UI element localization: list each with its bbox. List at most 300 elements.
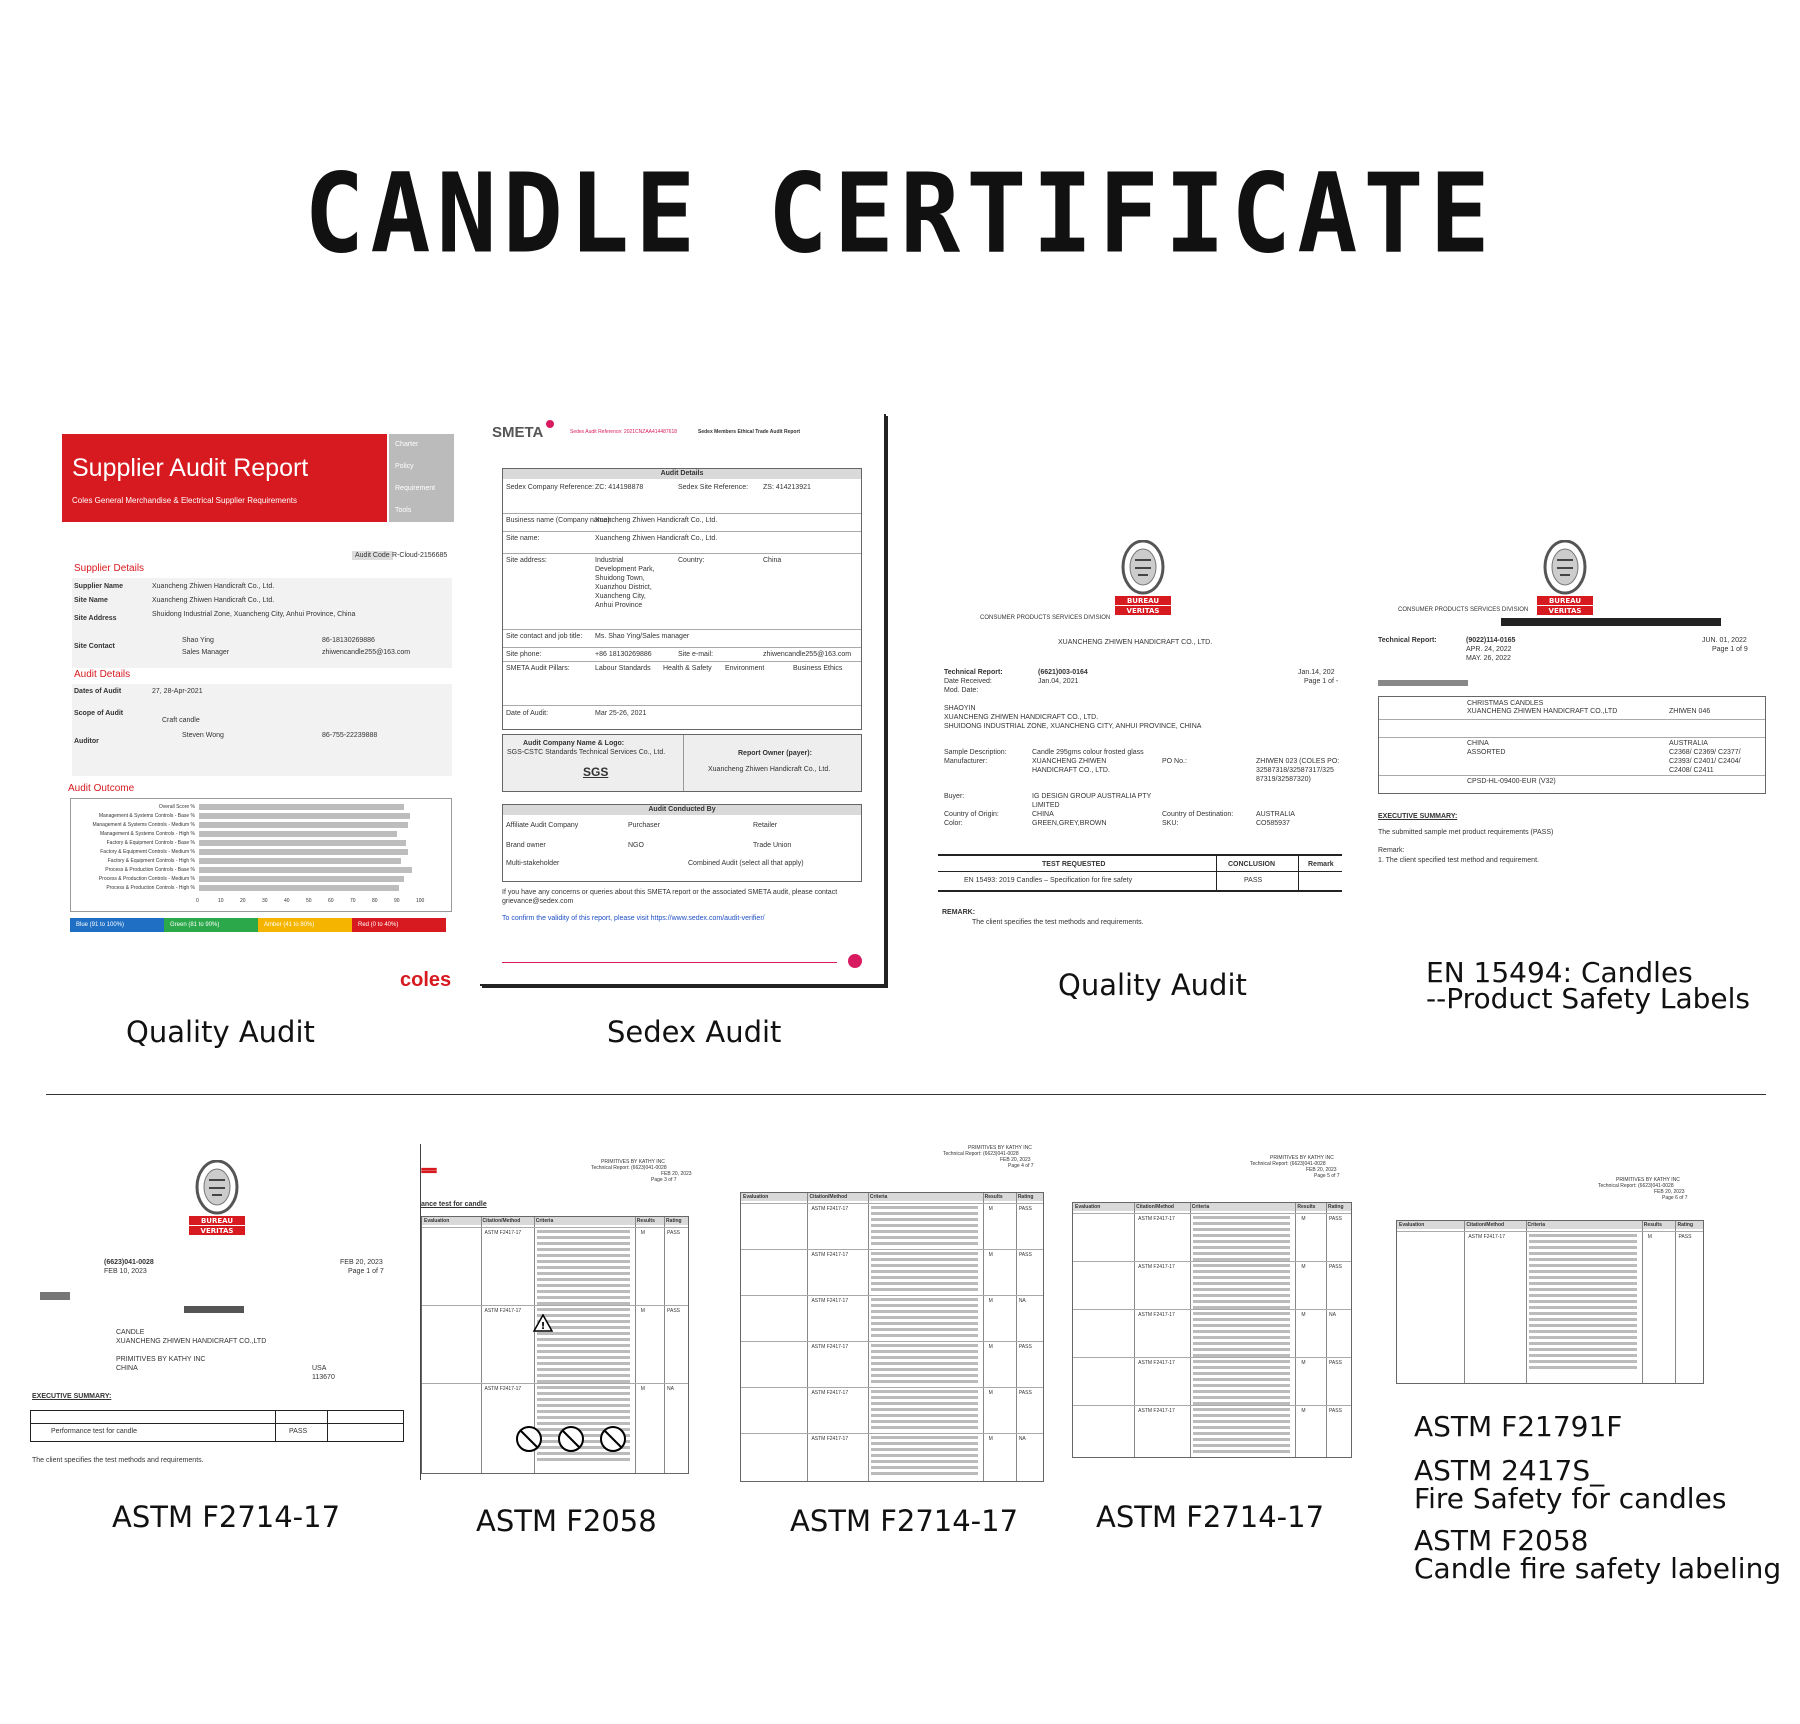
column-header: Citation/Method: [809, 1194, 848, 1200]
criteria-text-line: [871, 1328, 978, 1331]
criteria-text-line: [1193, 1432, 1291, 1435]
criteria-text-line: [1193, 1336, 1291, 1339]
result-cell: M: [1301, 1408, 1306, 1414]
sedex-footer-2: To confirm the validity of this report, please visit https://www.sedex.com/audit-verifier/: [502, 915, 765, 922]
outcome-bar: [199, 804, 404, 810]
section-divider: [46, 1094, 1766, 1095]
result-cell: M: [640, 1230, 645, 1236]
column-header: Evaluation: [1075, 1204, 1101, 1210]
criteria-text-line: [871, 1212, 978, 1215]
criteria-text-line: [1193, 1342, 1291, 1345]
table-row: [1073, 1261, 1351, 1262]
p5-date: FEB 20, 2023: [1306, 1167, 1337, 1173]
bv-mod-label: Mod. Date:: [944, 687, 979, 694]
result-cell: M: [988, 1390, 993, 1396]
criteria-text-line: [871, 1442, 978, 1445]
caption-fire-safety-labeling: Candle fire safety labeling: [1414, 1552, 1782, 1585]
rating-cell: PASS: [1018, 1252, 1032, 1258]
criteria-text-line: [537, 1368, 630, 1371]
owner: Xuancheng Zhiwen Handicraft Co., Ltd.: [708, 766, 831, 773]
citation-cell: ASTM F2417-17: [1138, 1312, 1175, 1318]
bv-conclusion-header: CONCLUSION: [1228, 861, 1276, 868]
bv-color-label: Color:: [944, 820, 963, 827]
criteria-text-line: [871, 1402, 978, 1405]
criteria-text-line: [871, 1258, 978, 1261]
p6-page: Page 6 of 7: [1662, 1195, 1688, 1201]
astm1-sku: 113670: [312, 1374, 335, 1381]
column-rule: [1190, 1203, 1191, 1457]
table-row: [422, 1383, 688, 1384]
p4-table: [740, 1192, 1044, 1482]
criteria-text-line: [1193, 1312, 1291, 1315]
svg-text:VERITAS: VERITAS: [1126, 607, 1160, 615]
criteria-text-line: [871, 1298, 978, 1301]
bv-remark-text: The client specifies the test methods and requirements.: [972, 919, 1144, 926]
criteria-text-line: [1529, 1366, 1637, 1369]
astm1-date: FEB 20, 2023: [340, 1259, 383, 1266]
criteria-text-line: [871, 1420, 978, 1423]
svg-text:BUREAU: BUREAU: [200, 1217, 234, 1225]
criteria-text-line: [871, 1350, 978, 1353]
criteria-text-line: [871, 1448, 978, 1451]
citation-cell: ASTM F2417-17: [1138, 1360, 1175, 1366]
bv-company: XUANCHENG ZHIWEN HANDICRAFT CO., LTD.: [1058, 639, 1213, 646]
criteria-text-line: [1193, 1324, 1291, 1327]
sedex-audit-report: [480, 414, 886, 986]
result-cell: M: [988, 1298, 993, 1304]
criteria-text-line: [1193, 1420, 1291, 1423]
audit-outcome-heading: Audit Outcome: [68, 783, 135, 794]
column-rule: [635, 1217, 636, 1473]
column-rule: [1326, 1203, 1327, 1457]
bv-report-no: (6621)003-0164: [1038, 669, 1088, 676]
outcome-axis-tick: 80: [372, 898, 378, 904]
result-cell: M: [988, 1252, 993, 1258]
pillar-environment: Environment: [725, 665, 765, 672]
criteria-text-line: [1193, 1216, 1291, 1219]
bv-sample: Candle 295gms colour frosted glass: [1032, 749, 1144, 756]
result-cell: M: [1301, 1264, 1306, 1270]
criteria-text-line: [1193, 1396, 1291, 1399]
sedex-report-title: Sedex Members Ethical Trade Audit Report: [698, 429, 801, 435]
bv2-page: Page 1 of 9: [1712, 646, 1748, 653]
column-rule: [1464, 1221, 1465, 1383]
company-ref: ZC: 414198878: [595, 484, 644, 491]
criteria-text-line: [537, 1410, 630, 1413]
bv2-po: ZHIWEN 046: [1669, 708, 1711, 715]
criteria-text-line: [537, 1350, 630, 1353]
citation-cell: ASTM F2417-17: [1138, 1216, 1175, 1222]
citation-cell: ASTM F2417-17: [811, 1298, 849, 1304]
contact-email: zhiwencandle255@163.com: [322, 649, 411, 656]
business-name: Xuancheng Zhiwen Handicraft Co., Ltd.: [595, 517, 718, 524]
coles-tab-policy: Policy: [395, 463, 414, 470]
outcome-bar: [199, 858, 401, 864]
pillar-labour: Labour Standards: [595, 665, 651, 672]
column-header: Rating: [666, 1218, 682, 1224]
criteria-text-line: [1193, 1318, 1291, 1321]
column-rule: [1526, 1221, 1527, 1383]
supplier-details-heading: Supplier Details: [74, 563, 145, 574]
p4-page: Page 4 of 7: [1008, 1163, 1034, 1169]
criteria-text-line: [871, 1224, 978, 1227]
p5-page: Page 5 of 7: [1314, 1173, 1340, 1179]
business-name-label: Business name (Company name):: [506, 517, 612, 524]
site-address-label: Site address:: [506, 557, 547, 564]
bv2-modify: MAY. 26, 2022: [1466, 655, 1511, 662]
pillars-label: SMETA Audit Pillars:: [506, 665, 570, 672]
bv-division: CONSUMER PRODUCTS SERVICES DIVISION: [980, 615, 1111, 621]
legend-red: Red (0 to 40%): [352, 918, 446, 932]
criteria-text-line: [537, 1260, 630, 1263]
result-cell: M: [1301, 1360, 1306, 1366]
caption-en15494-line1: EN 15494: Candles: [1426, 956, 1693, 989]
rating-cell: NA: [1018, 1436, 1026, 1442]
bv-addr3: SHUIDONG INDUSTRIAL ZONE, XUANCHENG CITY, ANHUI PROVINCE, CHINA: [944, 723, 1202, 730]
country: China: [763, 557, 782, 564]
caption-fire-safety: Fire Safety for candles: [1414, 1482, 1727, 1515]
column-header: Criteria: [1527, 1222, 1546, 1228]
dates: 27, 28-Apr-2021: [152, 688, 203, 695]
p5-client: PRIMITIVES BY KATHY INC: [1270, 1155, 1334, 1161]
caption-sedex-audit: Sedex Audit: [607, 1015, 782, 1049]
criteria-text-line: [1529, 1264, 1637, 1267]
astm-f2058-page: [420, 1144, 721, 1480]
company-ref-label: Sedex Company Reference:: [506, 484, 594, 491]
criteria-text-line: [537, 1272, 630, 1275]
p5-table: [1072, 1202, 1352, 1458]
f2058-date: FEB 20, 2023: [661, 1171, 692, 1177]
rating-cell: PASS: [667, 1308, 681, 1314]
criteria-text-line: [537, 1242, 630, 1245]
bv-quality-report: [938, 540, 1346, 940]
criteria-text-line: [871, 1426, 978, 1429]
citation-cell: ASTM F2417-17: [484, 1386, 522, 1392]
criteria-text-line: [1529, 1240, 1637, 1243]
criteria-text-line: [871, 1310, 978, 1313]
column-header: Citation/Method: [1466, 1222, 1505, 1228]
conducted-by-header: Audit Conducted By: [503, 805, 861, 815]
criteria-text-line: [537, 1236, 630, 1239]
column-rule: [1675, 1221, 1676, 1383]
criteria-text-line: [871, 1368, 978, 1371]
bv-manufacturer-label: Manufacturer:: [944, 758, 988, 765]
rating-cell: PASS: [1328, 1264, 1342, 1270]
criteria-text-line: [1529, 1246, 1637, 1249]
outcome-axis-tick: 0: [196, 898, 199, 904]
criteria-text-line: [871, 1282, 978, 1285]
caption-astm-f2714-1: ASTM F2714-17: [112, 1500, 341, 1534]
outcome-bar: [199, 849, 408, 855]
supplier-name: Xuancheng Zhiwen Handicraft Co., Ltd.: [152, 583, 275, 590]
bureau-veritas-logo: [1114, 540, 1172, 624]
criteria-text-line: [1193, 1270, 1291, 1273]
criteria-text-line: [537, 1248, 630, 1251]
outcome-row-label: Factory & Equipment Controls - Base %: [106, 840, 195, 846]
astm1-sample: CANDLE: [116, 1329, 145, 1336]
criteria-text-line: [1529, 1276, 1637, 1279]
bv-addr2: XUANCHENG ZHIWEN HANDICRAFT CO., LTD.: [944, 714, 1099, 721]
criteria-text-line: [871, 1316, 978, 1319]
table-row: [1397, 1231, 1703, 1232]
criteria-text-line: [1529, 1342, 1637, 1345]
bv-page: Page 1 of -: [1304, 678, 1339, 685]
site-contact-label: Site Contact: [74, 643, 115, 650]
outcome-bar: [199, 885, 399, 891]
caption-astm-f2714-2: ASTM F2714-17: [790, 1504, 1019, 1538]
bv-manufacturer: XUANCHENG ZHIWEN HANDICRAFT CO., LTD.: [1032, 758, 1110, 774]
f2058-page: Page 3 of 7: [651, 1177, 677, 1183]
rating-cell: PASS: [1328, 1216, 1342, 1222]
criteria-text-line: [1529, 1234, 1637, 1237]
owner-label: Report Owner (payer):: [738, 750, 812, 757]
criteria-text-line: [537, 1392, 630, 1395]
site-ref: ZS: 414213921: [763, 484, 811, 491]
svg-text:BUREAU: BUREAU: [1548, 597, 1582, 605]
coles-tab-requirement: Requirement: [395, 485, 436, 492]
outcome-row-label: Process & Production Controls - Medium %: [98, 876, 195, 882]
criteria-text-line: [1529, 1336, 1637, 1339]
criteria-text-line: [871, 1380, 978, 1383]
criteria-text-line: [537, 1356, 630, 1359]
caption-astm-f2058-b: ASTM F2058: [1414, 1524, 1589, 1557]
smeta-logo: SMETA: [492, 424, 544, 441]
astm-page-5: [1070, 1140, 1356, 1460]
criteria-text-line: [1529, 1360, 1637, 1363]
site-name-label: Site Name: [74, 597, 108, 604]
result-cell: M: [1301, 1312, 1306, 1318]
column-rule: [868, 1193, 869, 1481]
bureau-veritas-logo-4: [421, 1144, 437, 1184]
astm1-manufacturer: XUANCHENG ZHIWEN HANDICRAFT CO.,LTD: [116, 1338, 267, 1345]
column-header: Evaluation: [743, 1194, 769, 1200]
bv-sample-label: Sample Description:: [944, 749, 1007, 756]
criteria-text-line: [871, 1304, 978, 1307]
sedex-page-badge: [848, 954, 862, 968]
bv-po-label: PO No.:: [1162, 758, 1187, 765]
phone: +86 18130269886: [595, 651, 652, 658]
p6-date: FEB 20, 2023: [1654, 1189, 1685, 1195]
criteria-text-line: [1193, 1450, 1291, 1453]
table-row: [741, 1203, 1043, 1204]
caption-astm-f2058: ASTM F2058: [476, 1504, 657, 1538]
astm1-result: PASS: [289, 1428, 308, 1435]
email-label: Site e-mail:: [678, 651, 714, 658]
bv-test-requested-header: TEST REQUESTED: [1042, 861, 1106, 868]
caption-quality-audit-2: Quality Audit: [1058, 968, 1247, 1002]
column-header: Results: [984, 1194, 1003, 1200]
criteria-text-line: [871, 1322, 978, 1325]
result-cell: M: [1301, 1216, 1306, 1222]
supplier-name-label: Supplier Name: [74, 583, 124, 590]
citation-cell: ASTM F2417-17: [1468, 1234, 1505, 1240]
option-retailer: Retailer: [753, 822, 778, 829]
criteria-text-line: [537, 1296, 630, 1299]
criteria-text-line: [871, 1454, 978, 1457]
bv2-sample: CHRISTMAS CANDLES: [1467, 700, 1544, 707]
criteria-text-line: [1193, 1360, 1291, 1363]
criteria-text-line: [1529, 1288, 1637, 1291]
table-row: [1073, 1309, 1351, 1310]
criteria-text-line: [537, 1290, 630, 1293]
option-combined: Combined Audit (select all that apply): [688, 860, 804, 867]
criteria-text-line: [537, 1284, 630, 1287]
svg-text:!: !: [540, 1321, 546, 1332]
f2058-heading: ance test for candle: [421, 1201, 487, 1208]
legend-green: Green (81 to 90%): [164, 918, 258, 932]
smeta-dot-icon: [546, 420, 554, 428]
criteria-text-line: [871, 1374, 978, 1377]
bv2-origin: CHINA: [1467, 740, 1489, 747]
result-cell: M: [988, 1344, 993, 1350]
astm1-page: Page 1 of 7: [348, 1268, 384, 1275]
criteria-text-line: [871, 1270, 978, 1273]
site-address-label: Site Address: [74, 615, 117, 622]
criteria-text-line: [871, 1276, 978, 1279]
table-row: [741, 1433, 1043, 1434]
rating-cell: PASS: [1018, 1344, 1032, 1350]
outcome-row-label: Process & Production Controls - High %: [106, 885, 195, 891]
citation-cell: ASTM F2417-17: [811, 1390, 849, 1396]
column-header: Rating: [1327, 1204, 1344, 1210]
criteria-text-line: [537, 1374, 630, 1377]
option-affiliate: Affiliate Audit Company: [506, 822, 579, 829]
coles-logo: coles: [400, 969, 452, 991]
criteria-text-line: [537, 1338, 630, 1341]
citation-cell: ASTM F2417-17: [484, 1308, 522, 1314]
caption-quality-audit-1: Quality Audit: [126, 1015, 315, 1049]
criteria-text-line: [1193, 1330, 1291, 1333]
astm1-buyer: PRIMITIVES BY KATHY INC: [116, 1356, 206, 1363]
warning-icon: [533, 1314, 553, 1332]
table-row: [741, 1387, 1043, 1388]
astm1-report-no: (6623)041-0028: [104, 1259, 154, 1266]
result-cell: M: [988, 1436, 993, 1442]
column-header: Citation/Method: [482, 1218, 521, 1224]
criteria-text-line: [871, 1466, 978, 1469]
astm1-received: FEB 10, 2023: [104, 1268, 147, 1275]
criteria-text-line: [1193, 1222, 1291, 1225]
table-row: [422, 1305, 688, 1306]
outcome-axis-tick: 90: [394, 898, 400, 904]
coles-audit-report: [62, 434, 454, 994]
criteria-text-line: [537, 1344, 630, 1347]
criteria-text-line: [1193, 1366, 1291, 1369]
column-header: Criteria: [869, 1194, 888, 1200]
rating-cell: NA: [1328, 1312, 1336, 1318]
criteria-text-line: [1529, 1270, 1637, 1273]
result-cell: M: [1647, 1234, 1652, 1240]
criteria-text-line: [1193, 1246, 1291, 1249]
criteria-text-line: [537, 1398, 630, 1401]
contact-phone: 86-18130269886: [322, 637, 375, 644]
criteria-text-line: [871, 1242, 978, 1245]
phone-label: Site phone:: [506, 651, 542, 658]
criteria-text-line: [871, 1344, 978, 1347]
rating-cell: PASS: [667, 1230, 681, 1236]
criteria-text-line: [871, 1334, 978, 1337]
criteria-text-line: [1193, 1444, 1291, 1447]
outcome-row-label: Management & Systems Controls - Base %: [98, 813, 195, 819]
outcome-row-label: Process & Production Controls - Base %: [105, 867, 195, 873]
bv2-remark: Remark:: [1378, 847, 1405, 854]
criteria-text-line: [1193, 1414, 1291, 1417]
svg-text:VERITAS: VERITAS: [200, 1227, 234, 1235]
bv-buyer-label: Buyer:: [944, 793, 965, 800]
criteria-text-line: [1529, 1348, 1637, 1351]
citation-cell: ASTM F2417-17: [811, 1252, 849, 1258]
astm1-test-row: Performance test for candle: [51, 1428, 137, 1435]
outcome-row-label: Management & Systems Controls - Medium %: [92, 822, 195, 828]
outcome-bar: [199, 813, 410, 819]
criteria-text-line: [1529, 1306, 1637, 1309]
pillar-health: Health & Safety: [663, 665, 712, 672]
coles-report-title: Supplier Audit Report: [72, 454, 309, 482]
bv-astm-report-1: [30, 1160, 410, 1476]
citation-cell: ASTM F2417-17: [811, 1206, 849, 1212]
criteria-text-line: [871, 1264, 978, 1267]
bv2-report-no: (9022)114-0165: [1466, 637, 1516, 644]
column-header: Citation/Method: [1136, 1204, 1174, 1210]
bv2-color: ASSORTED: [1467, 749, 1506, 756]
column-rule: [1016, 1193, 1017, 1481]
column-header: Rating: [1677, 1222, 1694, 1228]
rating-cell: PASS: [1328, 1360, 1342, 1366]
criteria-text-line: [1193, 1348, 1291, 1351]
criteria-text-line: [1529, 1318, 1637, 1321]
bv2-summary: EXECUTIVE SUMMARY:: [1378, 813, 1458, 820]
contact-label: Site contact and job title:: [506, 633, 583, 640]
bv2-manufacturer: XUANCHENG ZHIWEN HANDICRAFT CO.,LTD: [1467, 708, 1618, 715]
outcome-axis-tick: 70: [350, 898, 356, 904]
bv-remark-label: REMARK:: [942, 909, 976, 916]
bv-addr1: SHAOYIN: [944, 705, 976, 712]
criteria-text-line: [871, 1206, 978, 1209]
table-row: [1073, 1405, 1351, 1406]
column-rule: [664, 1217, 665, 1473]
criteria-text-line: [871, 1356, 978, 1359]
outcome-row-label: Factory & Equipment Controls - Medium %: [100, 849, 195, 855]
rating-cell: PASS: [1018, 1390, 1032, 1396]
coles-tab-tools: Tools: [395, 507, 412, 514]
bv-dest-label: Country of Destination:: [1162, 811, 1234, 818]
bv-report-label: Technical Report:: [944, 669, 1003, 676]
criteria-text-line: [871, 1396, 978, 1399]
bv2-report-label: Technical Report:: [1378, 637, 1437, 644]
table-row: [741, 1249, 1043, 1250]
bv-buyer: IG DESIGN GROUP AUSTRALIA PTY LIMITED: [1032, 793, 1152, 809]
page-title: CANDLE CERTIFICATE: [304, 149, 1496, 278]
criteria-text-line: [1193, 1282, 1291, 1285]
criteria-text-line: [1193, 1384, 1291, 1387]
audit-outcome-chart: [70, 798, 452, 912]
astm1-remark: The client specifies the test methods and requirements.: [32, 1457, 204, 1464]
criteria-text-line: [1193, 1378, 1291, 1381]
column-rule: [1642, 1221, 1643, 1383]
bv2-remark-text: 1. The client specified test method and requirement.: [1378, 857, 1539, 864]
rating-cell: NA: [1018, 1298, 1026, 1304]
bv-color: GREEN,GREY,BROWN: [1032, 820, 1107, 827]
criteria-text-line: [537, 1266, 630, 1269]
outcome-axis-tick: 50: [306, 898, 312, 904]
option-purchaser: Purchaser: [628, 822, 660, 829]
option-brand-owner: Brand owner: [506, 842, 546, 849]
table-row: [741, 1341, 1043, 1342]
criteria-text-line: [871, 1436, 978, 1439]
criteria-text-line: [871, 1218, 978, 1221]
country-label: Country:: [678, 557, 705, 564]
f2058-report: Technical Report: (6623)041-0028: [591, 1165, 667, 1171]
